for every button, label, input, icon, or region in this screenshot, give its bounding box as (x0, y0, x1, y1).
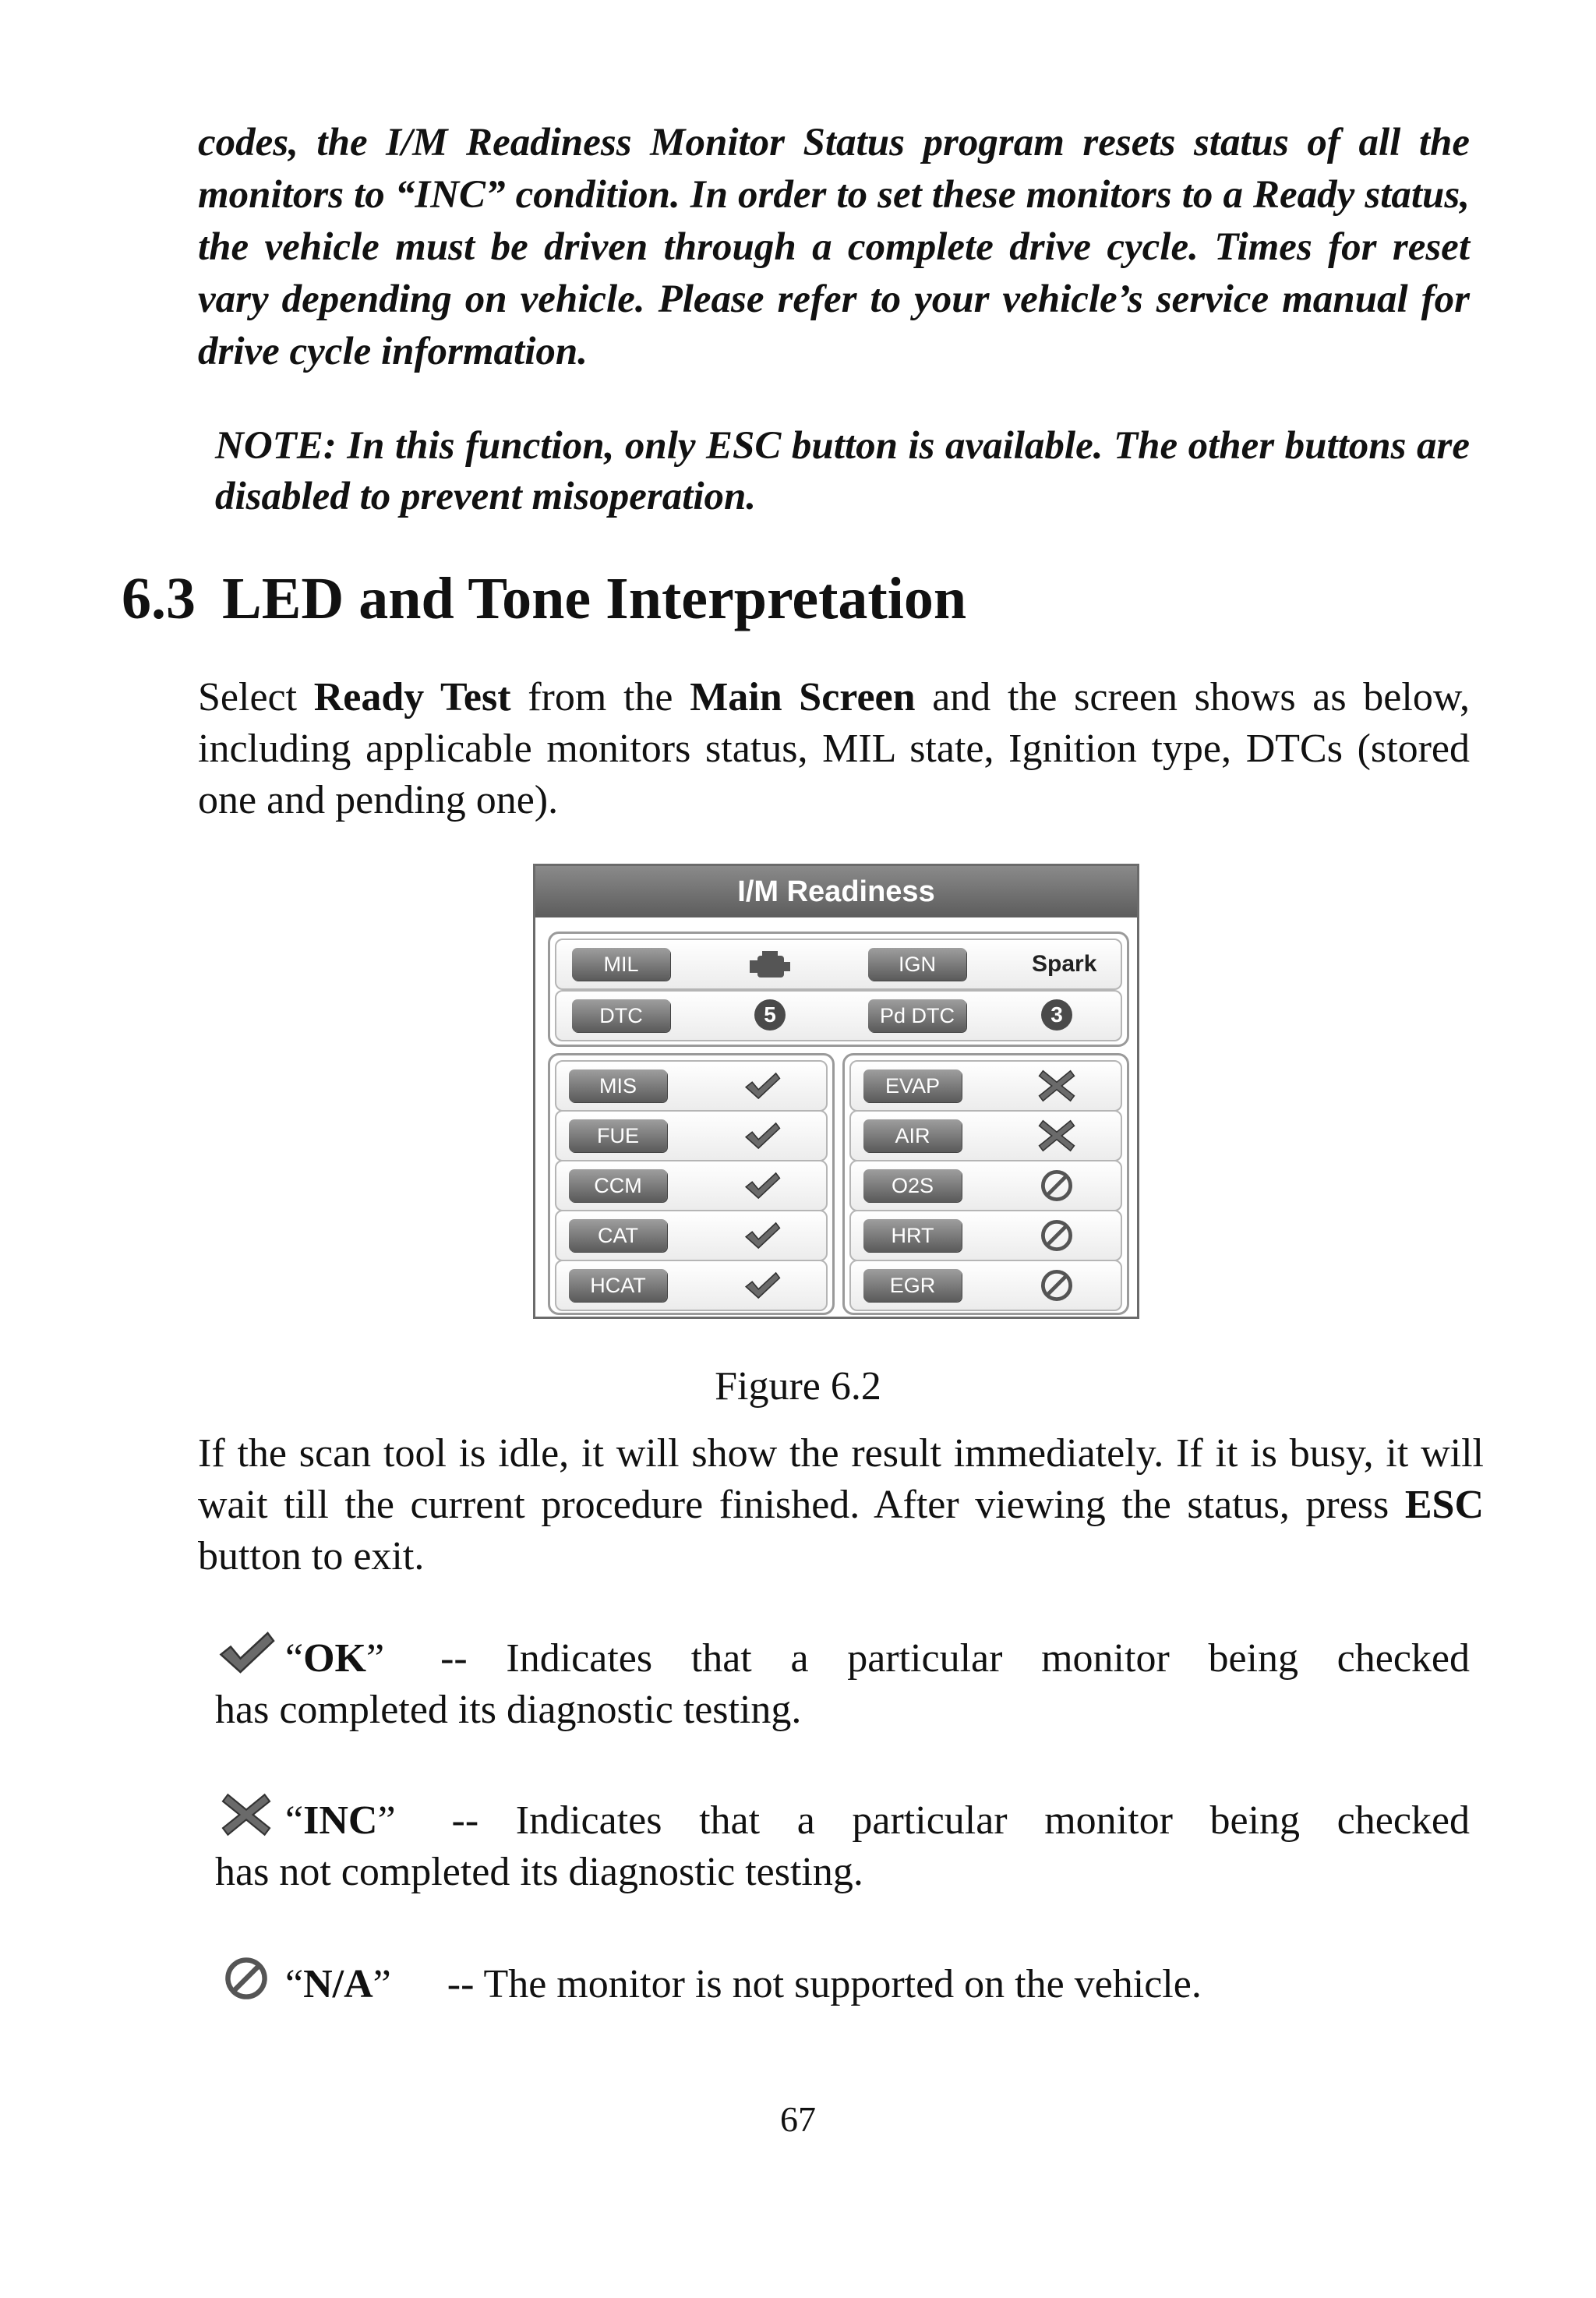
dtc-count-badge: 5 (754, 999, 786, 1031)
quote: “ (285, 1636, 304, 1681)
x-mark-icon (1038, 1068, 1075, 1104)
legend-term: OK (303, 1636, 366, 1681)
not-supported-icon (1038, 1168, 1075, 1204)
x-mark-icon (1038, 1118, 1075, 1154)
page-number: 67 (780, 2099, 816, 2139)
checkmark-icon (743, 1267, 781, 1303)
legend-term: N/A (303, 1962, 373, 2006)
section-title: LED and Tone Interpretation (222, 566, 967, 631)
monitor-chip: HRT (863, 1219, 962, 1252)
text-run: from the (510, 675, 690, 719)
checkmark-icon (743, 1118, 781, 1154)
quote: ” (377, 1798, 396, 1843)
quote: ” (366, 1636, 385, 1681)
pd-dtc-chip: Pd DTC (868, 999, 966, 1032)
monitor-row (555, 1110, 828, 1161)
scan-tool-paragraph (198, 1428, 1484, 1582)
text-run: Select (198, 675, 314, 719)
ign-chip: IGN (868, 948, 966, 981)
monitor-chip: CCM (569, 1169, 667, 1202)
monitor-row (555, 1060, 828, 1112)
quote: “ (285, 1962, 304, 2006)
pd-dtc-count-badge: 3 (1041, 999, 1072, 1031)
section-heading (122, 560, 966, 638)
monitor-row (849, 1060, 1122, 1112)
text-run: If the scan tool is idle, it will show the result immediately. If it is busy, it will wait till the current procedure finished. After viewing the status, press (198, 1431, 1484, 1527)
legend-desc-cont: has not completed its diagnostic testing. (215, 1850, 863, 1894)
main-screen-term: Main Screen (690, 675, 916, 719)
monitor-row (849, 1260, 1122, 1311)
section-number: 6.3 (122, 566, 196, 631)
checkmark-icon (743, 1068, 781, 1104)
im-readiness-screenshot (533, 864, 1139, 1319)
legend-desc: -- Indicates that a particular monitor being checked (440, 1636, 1470, 1681)
monitor-row (555, 1160, 828, 1211)
legend-desc: -- The monitor is not supported on the vehicle. (447, 1962, 1202, 2006)
ignition-type: Spark (1032, 951, 1097, 977)
monitor-row (849, 1160, 1122, 1211)
text-run: and the screen shows as below, including applicable monitors status, MIL state, Ignition type, DTCs (stored one and pending one). (198, 675, 1471, 822)
legend-na (215, 1955, 1470, 2010)
monitor-chip: O2S (863, 1169, 962, 1202)
left-monitor-panel (548, 1053, 835, 1315)
note-paragraph: NOTE: In this function, only ESC button is available. The other buttons are disabled to prevent misoperation. (215, 424, 1470, 518)
monitor-chip: AIR (863, 1119, 962, 1152)
monitor-chip: MIS (569, 1069, 667, 1102)
legend-desc-cont: has completed its diagnostic testing. (215, 1688, 802, 1732)
monitor-chip: EVAP (863, 1069, 962, 1102)
legend-ok (215, 1629, 1470, 1736)
engine-icon (747, 946, 793, 982)
mil-chip: MIL (572, 948, 670, 981)
monitor-chip: HCAT (569, 1269, 667, 1302)
quote: ” (373, 1962, 391, 2006)
intro-ready-test-paragraph (198, 672, 1470, 826)
quote: “ (285, 1798, 304, 1843)
monitor-row (849, 1210, 1122, 1261)
monitor-chip: FUE (569, 1119, 667, 1152)
right-monitor-panel (842, 1053, 1129, 1315)
dtc-row (555, 990, 1122, 1041)
screen-title: I/M Readiness (535, 866, 1137, 917)
dtc-chip: DTC (572, 999, 670, 1032)
checkmark-icon (743, 1168, 781, 1204)
intro-paragraph: codes, the I/M Readiness Monitor Status program resets status of all the monitors to “INC” condition. In order to set these monitors to a Ready status, the vehicle must be driven through a complete drive cycle. Times for reset vary depending on vehicle. Please refer to your vehicle’s service manual for drive cycle information. (198, 121, 1470, 373)
not-supported-icon (1038, 1218, 1075, 1253)
checkmark-icon (743, 1218, 781, 1253)
checkmark-icon (215, 1629, 277, 1676)
monitor-chip: CAT (569, 1219, 667, 1252)
status-panel (548, 932, 1129, 1047)
x-mark-icon (215, 1791, 277, 1838)
mil-ign-row (555, 939, 1122, 990)
monitor-row (555, 1260, 828, 1311)
monitor-chip: EGR (863, 1269, 962, 1302)
legend-inc (215, 1791, 1470, 1898)
not-supported-icon (1038, 1267, 1075, 1303)
monitor-row (555, 1210, 828, 1261)
monitor-row (849, 1110, 1122, 1161)
legend-term: INC (303, 1798, 378, 1843)
text-run: button to exit. (198, 1534, 425, 1579)
legend-desc: -- Indicates that a particular monitor being checked (451, 1798, 1470, 1843)
not-supported-icon (215, 1955, 277, 2002)
figure-caption: Figure 6.2 (715, 1364, 881, 1409)
ready-test-term: Ready Test (313, 675, 511, 719)
esc-term: ESC (1404, 1483, 1484, 1527)
